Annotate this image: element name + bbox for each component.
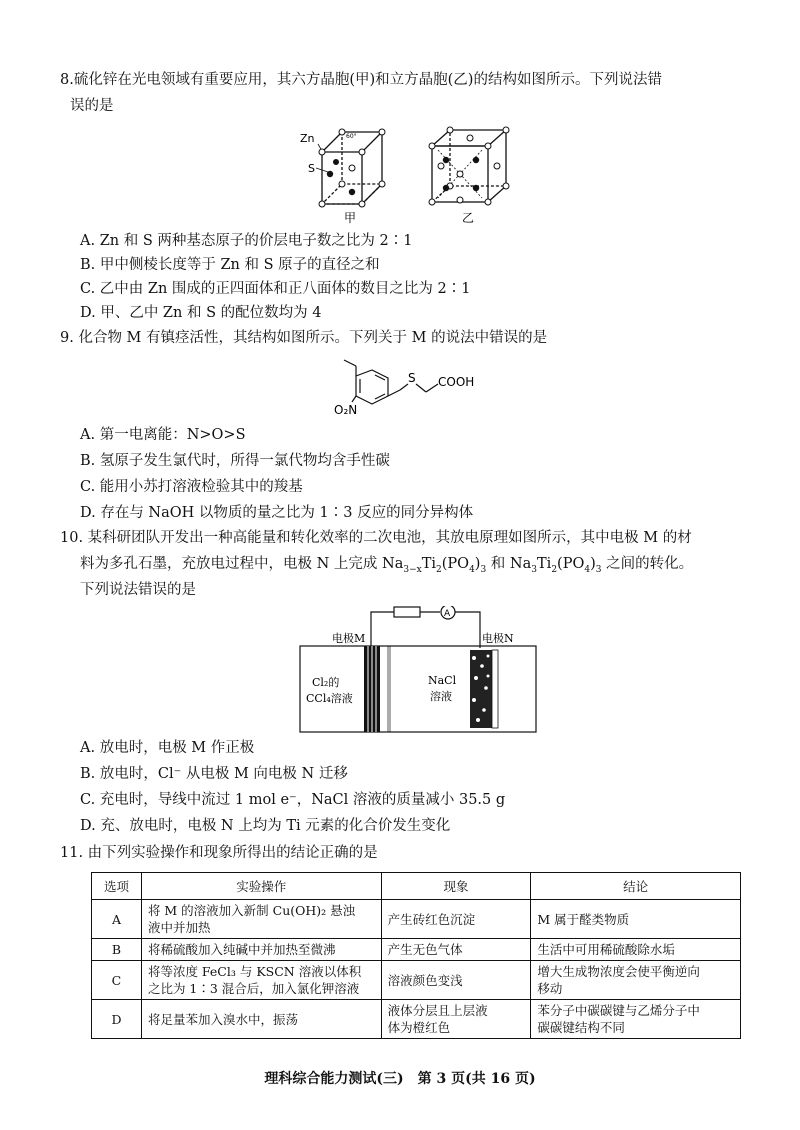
q10-battery-figure	[298, 606, 538, 734]
left-solution-line1: Cl₂的	[312, 676, 340, 689]
q10-stem-line2: 料为多孔石墨，充放电过程中，电极 N 上完成 $Na_{3-x}Ti_2(PO_4)_3$ 和 $Na_3Ti_2(PO_4)_3$ 之间的转化。	[80, 556, 694, 575]
q9-option-b: B. 氢原子发生氯代时，所得一氯代物均含手性碳	[80, 453, 390, 469]
header-phenomenon: 现象	[381, 873, 531, 900]
q11-stem: 11. 由下列实验操作和现象所得出的结论正确的是	[60, 845, 378, 861]
q10-option-c: C. 充电时，导线中流过 1 mol e⁻，NaCl 溶液的质量减小 35.5 g	[80, 792, 506, 808]
ammeter-label: A	[444, 609, 451, 619]
table-header-row	[92, 873, 741, 900]
q10-stem-line3: 下列说法错误的是	[80, 582, 196, 598]
header-conclusion: 结论	[531, 873, 741, 900]
fig-caption-jia: 甲	[344, 211, 357, 225]
q10-stem-line1: 10. 某科研团队开发出一种高能量和转化效率的二次电池，其放电原理如图所示，其中电极 M 的材	[60, 530, 692, 546]
header-option: 选项	[92, 873, 142, 900]
q8-option-d: D. 甲、乙中 Zn 和 S 的配位数均为 4	[80, 305, 322, 321]
q8-stem-line2: 误的是	[70, 98, 114, 114]
q10-option-b: B. 放电时，Cl⁻ 从电极 M 向电极 N 迁移	[80, 766, 348, 782]
angle-label: 60°	[346, 133, 357, 140]
q8-crystal-figure	[300, 122, 530, 228]
electrode-n-label: 电极N	[482, 632, 514, 645]
fig-caption-yi: 乙	[462, 211, 475, 225]
electrode-m	[364, 646, 380, 732]
header-operation: 实验操作	[141, 873, 381, 900]
table-row: B 将稀硫酸加入纯碱中并加热至微沸 产生无色气体 生活中可用稀硫酸除水垢	[92, 939, 741, 961]
table-row: D 将足量苯加入溴水中，振荡 液体分层且上层液 体为橙红色 苯分子中碳碳键与乙烯分子中 碳碳键结构不同	[92, 1000, 741, 1039]
q8-option-b: B. 甲中侧棱长度等于 Zn 和 S 原子的直径之和	[80, 257, 380, 273]
sulfur-label: S	[408, 371, 416, 385]
right-solution-line2: 溶液	[430, 690, 452, 703]
q11-table	[91, 872, 741, 1039]
q8-stem-line1: 8.硫化锌在光电领域有重要应用，其六方晶胞(甲)和立方晶胞(乙)的结构如图所示。下列说法错	[60, 72, 662, 88]
cooh-label: COOH	[438, 375, 475, 389]
q8-option-a: A. Zn 和 S 两种基态原子的价层电子数之比为 2∶1	[80, 233, 413, 249]
q9-option-d: D. 存在与 NaOH 以物质的量之比为 1∶3 反应的同分异构体	[80, 505, 474, 521]
table-row: C 将等浓度 FeCl₃ 与 KSCN 溶液以体积 之比为 1∶3 混合后，加入氯化钾溶液 溶液颜色变浅 增大生成物浓度会使平衡逆向 移动	[92, 961, 741, 1000]
q9-structure-figure	[330, 356, 500, 420]
page-footer: 理科综合能力测试(三) 第 3 页(共 16 页)	[264, 1071, 536, 1087]
q9-stem: 9. 化合物 M 有镇痉活性，其结构如图所示。下列关于 M 的说法中错误的是	[60, 330, 548, 346]
no2-label: O₂N	[334, 403, 358, 417]
electrode-n	[470, 650, 498, 728]
electrode-m-label: 电极M	[332, 632, 366, 645]
q10-option-d: D. 充、放电时，电极 N 上均为 Ti 元素的化合价发生变化	[80, 818, 451, 834]
q9-option-c: C. 能用小苏打溶液检验其中的羧基	[80, 479, 303, 495]
q9-option-a: A. 第一电离能：N>O>S	[80, 427, 246, 443]
right-solution-line1: NaCl	[428, 674, 457, 687]
q10-option-a: A. 放电时，电极 M 作正极	[80, 740, 255, 756]
s-label: S	[308, 162, 315, 175]
zn-label: Zn	[300, 132, 315, 145]
table-row: A 将 M 的溶液加入新制 Cu(OH)₂ 悬浊 液中并加热 产生砖红色沉淀 M 属于醛类物质	[92, 900, 741, 939]
left-solution-line2: CCl₄溶液	[306, 692, 353, 705]
q8-option-c: C. 乙中由 Zn 围成的正四面体和正八面体的数目之比为 2∶1	[80, 281, 471, 297]
